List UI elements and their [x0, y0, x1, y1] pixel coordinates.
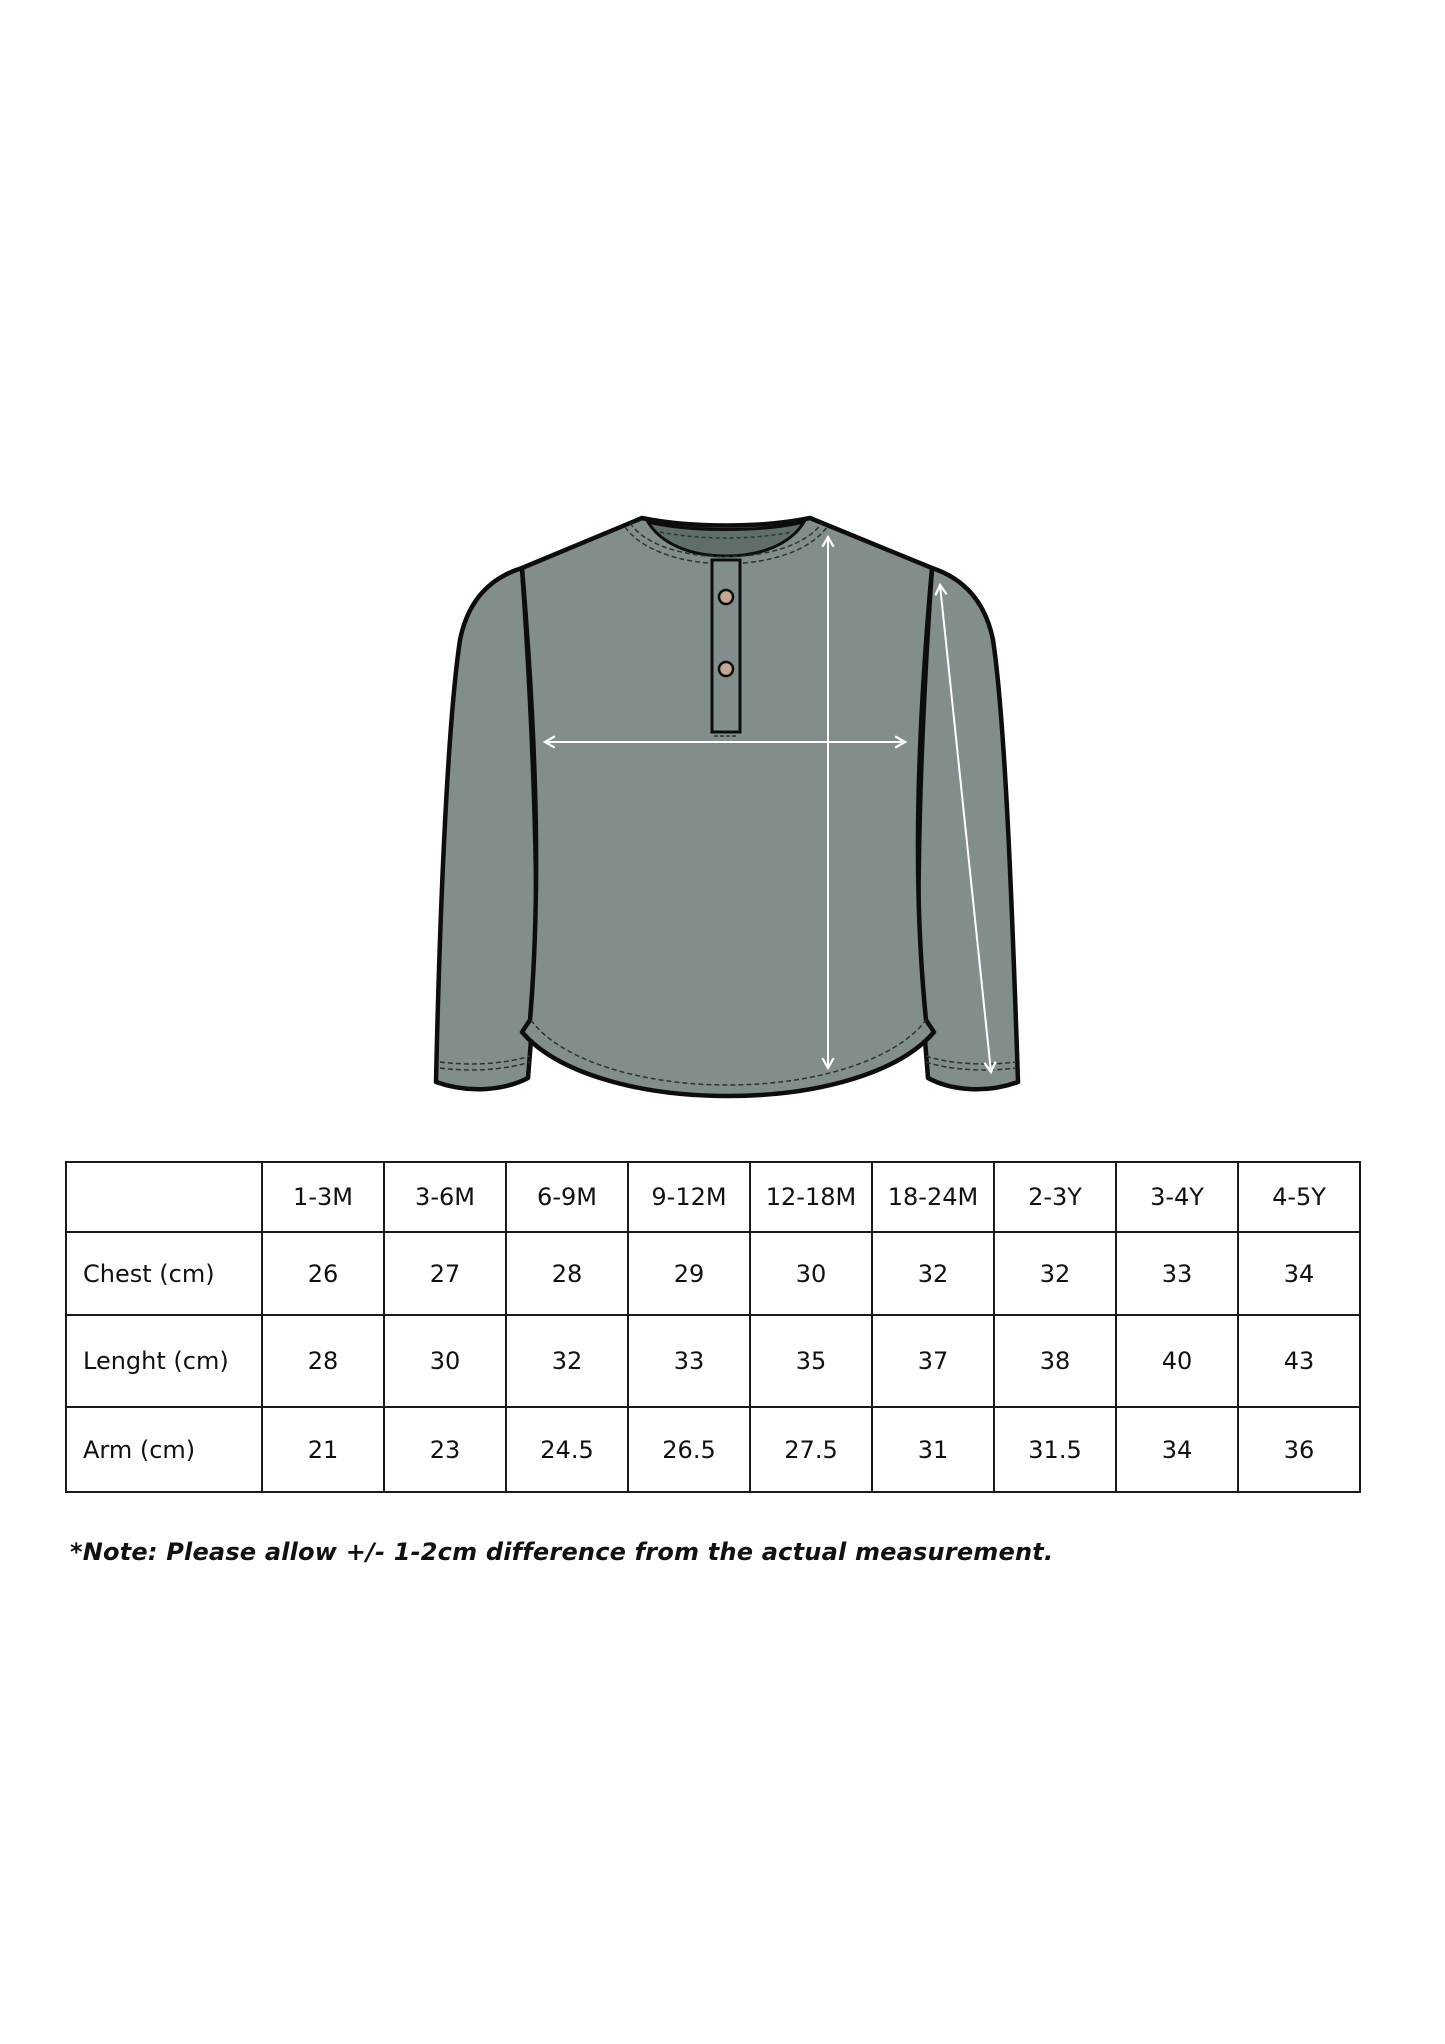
table-cell: 43	[1238, 1315, 1360, 1407]
table-cell: 38	[994, 1315, 1116, 1407]
size-header: 4-5Y	[1238, 1162, 1360, 1232]
button-icon	[719, 590, 733, 604]
size-chart-table	[65, 1161, 1361, 1493]
right-sleeve	[919, 568, 1018, 1089]
placket	[712, 560, 740, 732]
table-cell: 27.5	[750, 1407, 872, 1492]
table-cell: 40	[1116, 1315, 1238, 1407]
row-label: Chest (cm)	[66, 1232, 262, 1315]
table-cell: 28	[506, 1232, 628, 1315]
table-cell: 21	[262, 1407, 384, 1492]
size-header: 18-24M	[872, 1162, 994, 1232]
table-row-length	[66, 1315, 1360, 1407]
table-cell: 23	[384, 1407, 506, 1492]
table-cell: 33	[1116, 1232, 1238, 1315]
measurement-note: *Note: Please allow +/- 1-2cm difference from the actual measurement.	[70, 1538, 1054, 1566]
table-cell: 26.5	[628, 1407, 750, 1492]
table-cell: 30	[750, 1232, 872, 1315]
table-header-row	[66, 1162, 1360, 1232]
table-cell: 28	[262, 1315, 384, 1407]
size-header: 1-3M	[262, 1162, 384, 1232]
table-cell: 32	[506, 1315, 628, 1407]
size-header: 12-18M	[750, 1162, 872, 1232]
row-label: Lenght (cm)	[66, 1315, 262, 1407]
size-header: 9-12M	[628, 1162, 750, 1232]
table-cell: 31.5	[994, 1407, 1116, 1492]
table-cell: 34	[1238, 1232, 1360, 1315]
table-cell: 24.5	[506, 1407, 628, 1492]
table-row-chest	[66, 1232, 1360, 1315]
table-cell: 37	[872, 1315, 994, 1407]
table-cell: 26	[262, 1232, 384, 1315]
table-cell: 30	[384, 1315, 506, 1407]
table-cell: 34	[1116, 1407, 1238, 1492]
table-cell: 29	[628, 1232, 750, 1315]
left-sleeve	[436, 568, 536, 1089]
table-cell: 27	[384, 1232, 506, 1315]
header-blank-cell	[66, 1162, 262, 1232]
table-cell: 31	[872, 1407, 994, 1492]
table-cell: 32	[872, 1232, 994, 1315]
size-header: 2-3Y	[994, 1162, 1116, 1232]
button-icon	[719, 662, 733, 676]
table-cell: 32	[994, 1232, 1116, 1315]
size-header: 3-4Y	[1116, 1162, 1238, 1232]
size-header: 3-6M	[384, 1162, 506, 1232]
size-header: 6-9M	[506, 1162, 628, 1232]
table-cell: 36	[1238, 1407, 1360, 1492]
row-label: Arm (cm)	[66, 1407, 262, 1492]
table-row-arm	[66, 1407, 1360, 1492]
table-cell: 33	[628, 1315, 750, 1407]
table-cell: 35	[750, 1315, 872, 1407]
